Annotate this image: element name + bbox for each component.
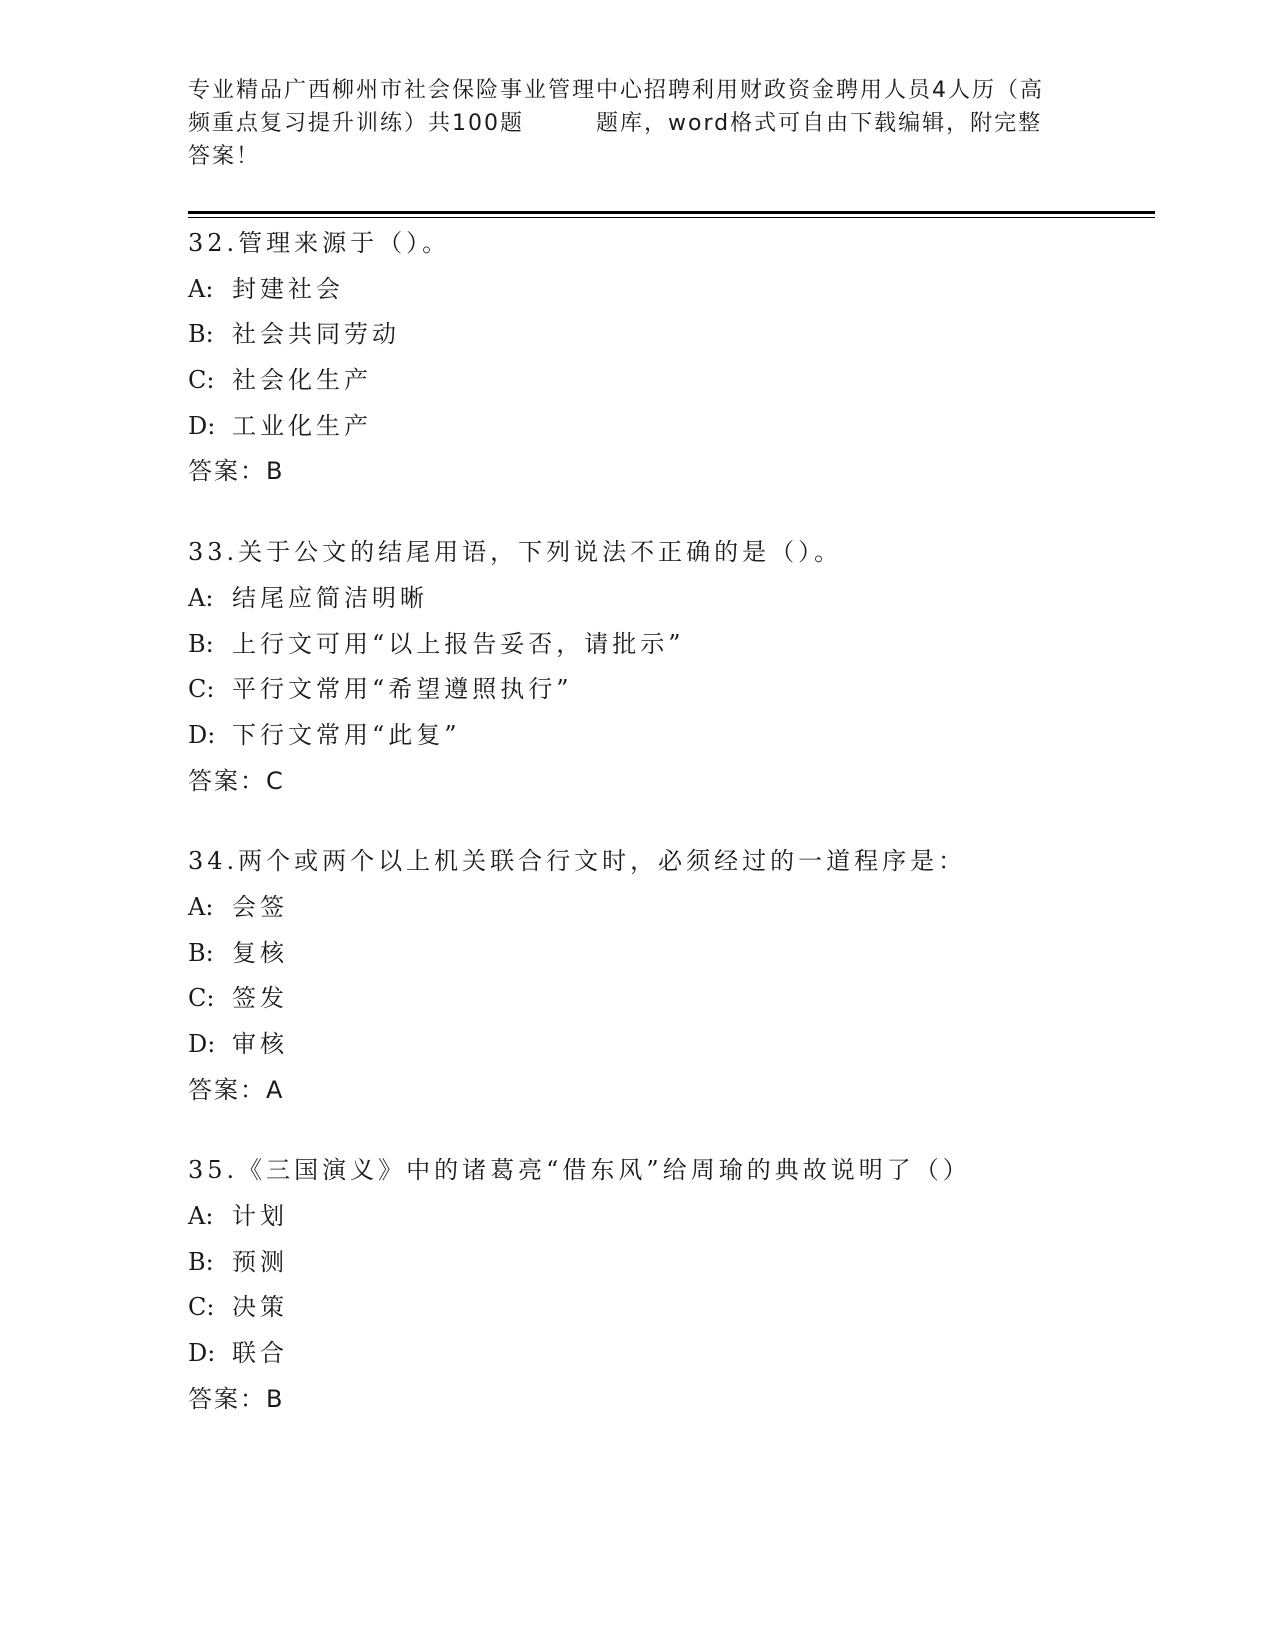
header-line-1: 专业精品广西柳州市社会保险事业管理中心招聘利用财政资金聘用人员4人历（高	[188, 78, 1044, 103]
answer-line: 答案：C	[188, 766, 285, 795]
option-text: 决策	[232, 1293, 288, 1322]
option-a	[188, 576, 1168, 622]
option-text: 签发	[232, 984, 288, 1013]
option-d	[188, 404, 1168, 450]
header-divider-thick	[188, 211, 1155, 214]
option-letter: B:	[188, 629, 214, 658]
option-d	[188, 1331, 1168, 1377]
option-letter: B:	[188, 320, 214, 349]
option-b	[188, 1240, 1168, 1286]
option-letter: A:	[188, 892, 214, 921]
option-letter: C:	[188, 366, 215, 395]
option-a	[188, 885, 1168, 931]
question-stem: 33.关于公文的结尾用语，下列说法不正确的是（）。	[188, 538, 843, 567]
question-33	[188, 530, 1168, 804]
option-d	[188, 1022, 1168, 1068]
answer-line: 答案：B	[188, 1384, 285, 1413]
header-divider-thin	[188, 217, 1155, 218]
option-text: 计划	[232, 1202, 288, 1231]
option-b	[188, 622, 1168, 668]
option-c	[188, 667, 1168, 713]
question-stem: 34.两个或两个以上机关联合行文时，必须经过的一道程序是：	[188, 847, 967, 876]
option-letter: A:	[188, 274, 214, 303]
header-line-2-part-2: 题库，word格式可自由下载编辑，附完整	[596, 111, 1043, 136]
option-letter: C:	[188, 1293, 215, 1322]
option-text: 下行文常用“此复”	[232, 720, 461, 749]
option-letter: A:	[188, 583, 214, 612]
option-letter: A:	[188, 1202, 214, 1231]
option-letter: B:	[188, 938, 214, 967]
option-text: 上行文可用“以上报告妥否，请批示”	[232, 629, 685, 658]
option-b	[188, 312, 1168, 358]
header-line-3: 答案！	[188, 144, 261, 169]
question-stem: 35.《三国演义》中的诸葛亮“借东风”给周瑜的典故说明了（）	[188, 1156, 971, 1185]
document-header	[188, 74, 1088, 173]
question-32	[188, 221, 1168, 495]
option-text: 预测	[232, 1247, 288, 1276]
answer-line: 答案：B	[188, 457, 285, 486]
header-line-2-part-1: 频重点复习提升训练）共100题	[188, 111, 524, 136]
question-stem: 32.管理来源于（）。	[188, 229, 451, 257]
option-letter: D:	[188, 411, 216, 440]
option-letter: D:	[188, 720, 216, 749]
question-list	[188, 221, 1168, 1458]
option-letter: B:	[188, 1247, 214, 1276]
option-text: 结尾应简洁明晰	[232, 583, 428, 612]
question-35	[188, 1148, 1168, 1422]
option-text: 审核	[232, 1030, 288, 1058]
option-text: 社会化生产	[232, 366, 372, 395]
header-line-2	[188, 107, 1088, 140]
option-a	[188, 267, 1168, 313]
option-text: 社会共同劳动	[232, 320, 400, 349]
option-c	[188, 1285, 1168, 1331]
option-text: 联合	[232, 1339, 288, 1368]
option-letter: D:	[188, 1030, 216, 1058]
option-d	[188, 713, 1168, 759]
question-34	[188, 839, 1168, 1113]
option-text: 会签	[232, 892, 288, 921]
answer-line: 答案：A	[188, 1075, 285, 1104]
option-text: 封建社会	[232, 274, 344, 303]
option-text: 工业化生产	[232, 411, 372, 440]
option-letter: C:	[188, 675, 215, 704]
option-text: 复核	[232, 938, 288, 967]
option-letter: D:	[188, 1339, 216, 1368]
option-c	[188, 976, 1168, 1022]
option-letter: C:	[188, 984, 215, 1013]
option-c	[188, 358, 1168, 404]
option-text: 平行文常用“希望遵照执行”	[232, 675, 573, 704]
option-a	[188, 1194, 1168, 1240]
option-b	[188, 931, 1168, 977]
